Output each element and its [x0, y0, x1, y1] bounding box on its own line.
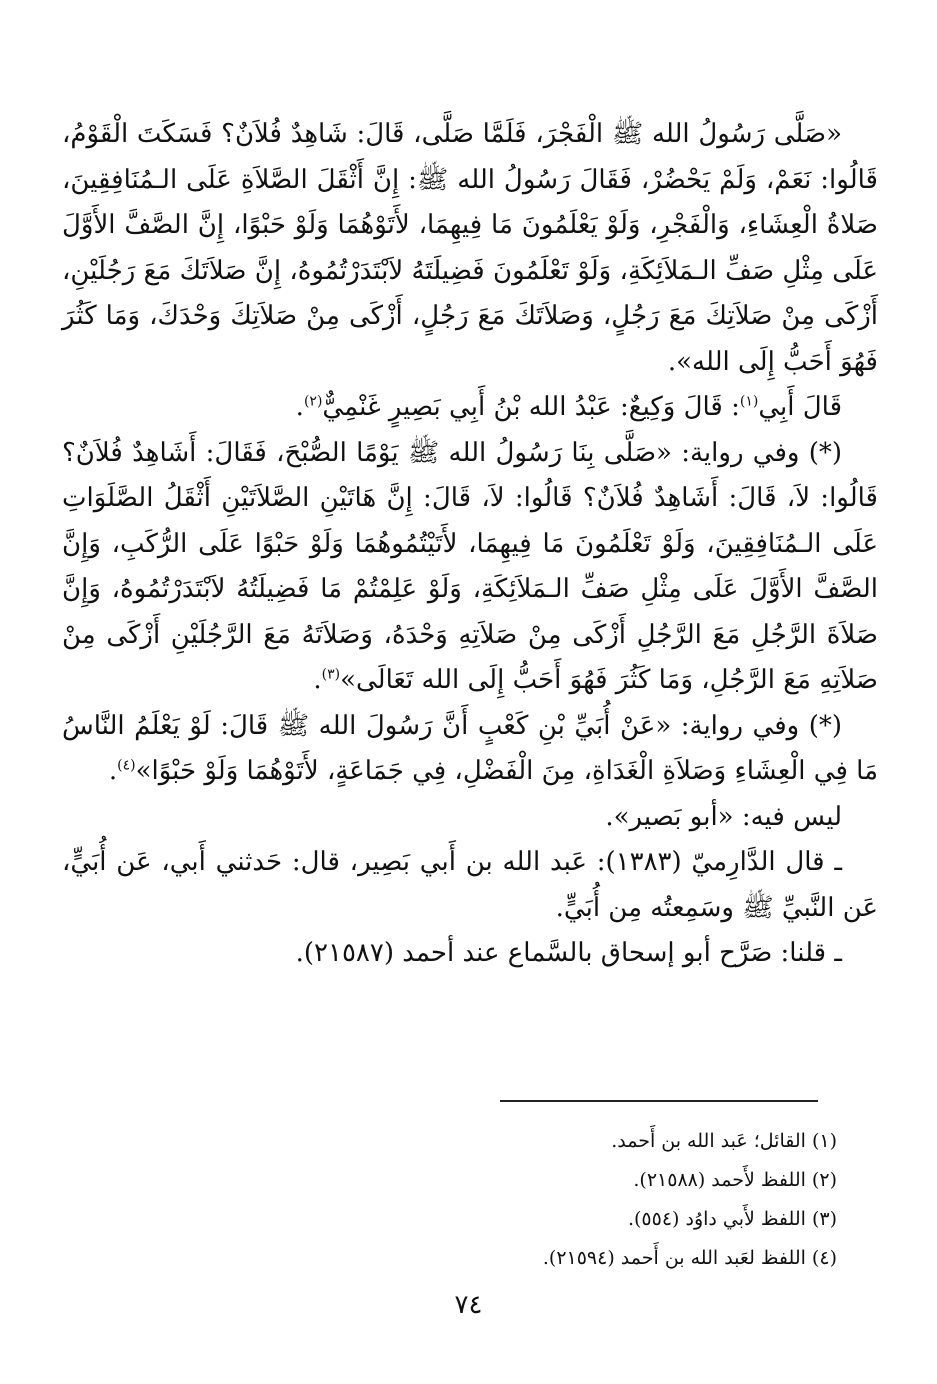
hadith-main-paragraph: «صَلَّى رَسُولُ الله ﷺ الْفَجْرَ، فَلَمَّا صَلَّى، قَالَ: شَاهِدٌ فُلاَنٌ؟ فَسَكَتَ الْقَوْمُ، قَالُوا: نَعَمْ، وَلَمْ يَحْضُرْ، فَقَالَ رَسُولُ الله ﷺ: إِنَّ أَثْقَلَ الصَّلاَةِ عَلَى الـمُنَافِقِينَ، صَلاةُ الْعِشَاءِ، وَالْفَجْرِ، وَلَوْ يَعْلَمُونَ مَا فِيهِمَا، لأَتَوْهُمَا وَلَوْ حَبْوًا، إِنَّ الصَّفَّ الأَوَّلَ عَلَى مِثْلِ صَفِّ الـمَلاَئِكَةِ، وَلَوْ تَعْلَمُونَ فَضِيلَتَهُ لاَبْتَدَرْتُمُوهُ، إِنَّ صَلاَتَكَ مَعَ رَجُلَيْنِ، أَزْكَى مِنْ صَلاَتِكَ مَعَ رَجُلٍ، وَصَلاَتَكَ مَعَ رَجُلٍ، أَزْكَى مِنْ صَلاَتِكَ وَحْدَكَ، وَمَا كَثُرَ فَهُوَ أَحَبُّ إِلَى الله».: [62, 119, 878, 377]
riwaya-2-end: .: [108, 756, 118, 786]
abi-middle: : قَالَ وَكِيعٌ: عَبْدُ الله بْنُ أَبِي بَصِيرٍ غَنْمِيٌّ: [322, 392, 740, 422]
riwaya-1-end: .: [313, 665, 322, 695]
footnote-3: (٣) اللفظ لأَبي داوُد (٥٥٤).: [627, 1208, 837, 1230]
abi-wakee-paragraph: [62, 385, 878, 431]
note-darimi: ـ قال الدَّارِميّ (١٣٨٣): عَبد الله بن أَبي بَصِير، قال: حَدثني أَبي، عَن أُبَيٍّ، عَن النَّبيِّ ﷺ وسَمِعتُه مِن أُبَيٍّ.: [62, 847, 878, 923]
riwaya-2-text: (*) وفي رواية: «عَنْ أُبَيِّ بْنِ كَعْبٍ أَنَّ رَسُولَ الله ﷺ قَالَ: لَوْ يَعْلَمُ النَّاسُ مَا فِي الْعِشَاءِ وَصَلاَةِ الْغَدَاةِ، مِنَ الْفَضْلِ، فِي جَمَاعَةٍ، لأَتَوْهُمَا وَلَوْ حَبْوًا»: [62, 710, 878, 786]
footnote-4: (٤) اللفظ لعَبد الله بن أَحمد (٢١٥٩٤).: [542, 1247, 837, 1269]
abi-end: .: [295, 392, 304, 422]
footnote-divider: [500, 1100, 818, 1102]
footnote-1: (١) القائل؛ عَبد الله بن أَحمد.: [611, 1130, 837, 1152]
note-qulna: ـ قلنا: صَرَّح أبو إسحاق بالسَّماع عند أحمد (٢١٥٨٧).: [295, 938, 842, 968]
footnote-ref-4: (٤): [117, 757, 136, 774]
footnote-ref-1: (١): [739, 393, 759, 410]
riwaya-1-text: (*) وفي رواية: «صَلَّى بِنَا رَسُولُ الله ﷺ يَوْمًا الصُّبْحَ، فَقَالَ: أَشَاهِدٌ فُلاَنٌ؟ قَالُوا: لاَ، قَالَ: أَشَاهِدٌ فُلاَنٌ؟ قَالُوا: لاَ، قَالَ: إِنَّ هَاتَيْنِ الصَّلاَتَيْنِ أَثْقَلُ الصَّلَوَاتِ عَلَى الـمُنَافِقِينَ، وَلَوْ تَعْلَمُونَ مَا فِيهِمَا، لأَتَيْتُمُوهُمَا وَلَوْ حَبْوًا عَلَى الرُّكَبِ، وَإِنَّ الصَّفَّ الأَوَّلَ عَلَى مِثْلِ صَفِّ الـمَلاَئِكَةِ، وَلَوْ عَلِمْتُمْ مَا فَضِيلَتُهُ لاَبْتَدَرْتُمُوهُ، وَإِنَّ صَلاَةَ الرَّجُلِ مَعَ الرَّجُلِ أَزْكَى مِنْ صَلاَتِهِ وَحْدَهُ، وَصَلاَتَهُ مَعَ الرَّجُلَيْنِ أَزْكَى مِنْ صَلاَتِهِ مَعَ الرَّجُلِ، وَمَا كَثُرَ فَهُوَ أَحَبُّ إِلَى الله تَعَالَى»: [62, 437, 878, 695]
footnotes: [137, 1122, 837, 1278]
riwaya-2-paragraph: [62, 704, 878, 795]
footnote-ref-3: (٣): [321, 666, 341, 683]
page-number: ٧٤: [454, 1290, 483, 1320]
note-laysa-fihi: ليس فيه: «أبو بَصير».: [605, 801, 842, 832]
main-text: [62, 112, 878, 977]
footnote-ref-2: (٢): [303, 393, 323, 410]
footnote-2: (٢) اللفظ لأَحمد (٢١٥٨٨).: [633, 1169, 837, 1191]
riwaya-1-paragraph: [62, 431, 878, 704]
page-body: [62, 112, 878, 977]
abi-start: قَالَ أَبِي: [758, 392, 842, 422]
